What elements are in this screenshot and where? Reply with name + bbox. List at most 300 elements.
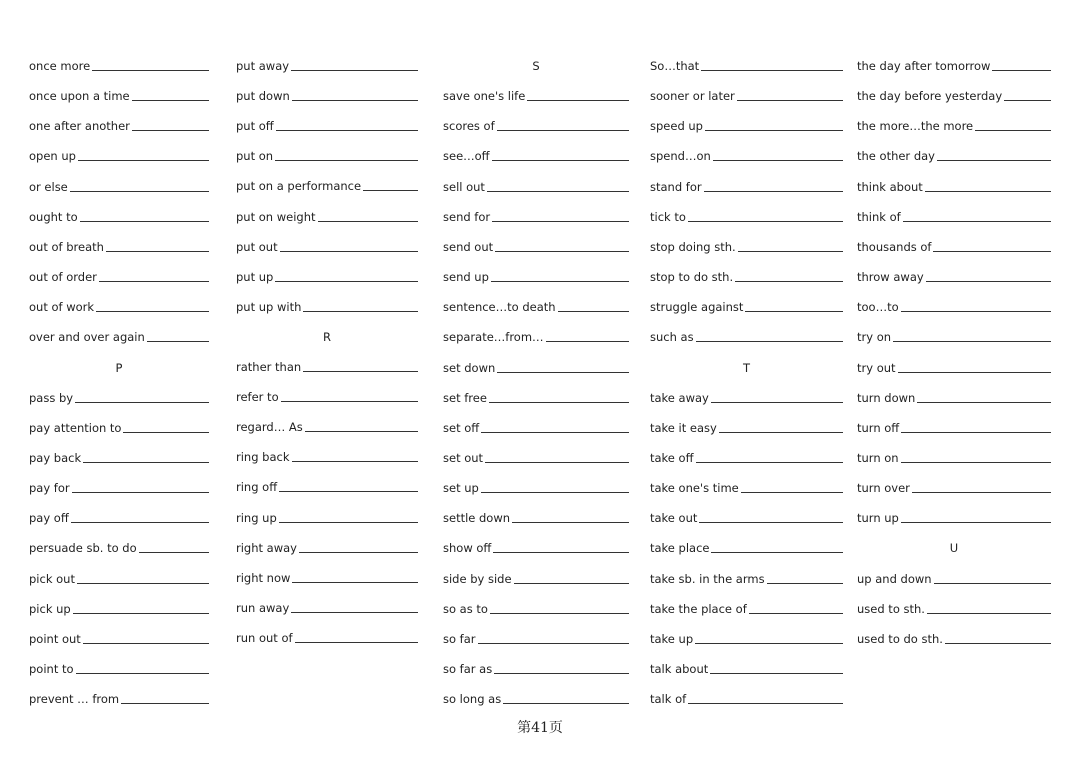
answer-blank[interactable]	[292, 90, 418, 101]
answer-blank[interactable]	[696, 452, 844, 463]
answer-blank[interactable]	[527, 90, 629, 101]
phrase-item	[857, 632, 1051, 646]
phrase-item	[443, 421, 629, 435]
phrase-item	[29, 59, 209, 73]
answer-blank[interactable]	[72, 482, 209, 493]
phrase-item	[857, 481, 1051, 495]
phrase-item	[650, 632, 843, 646]
phrase-item	[236, 480, 418, 494]
answer-blank[interactable]	[741, 482, 843, 493]
answer-blank[interactable]	[901, 512, 1051, 523]
phrase-text: settle down	[443, 511, 511, 526]
phrase-item	[857, 180, 1051, 194]
phrase-item	[857, 511, 1051, 525]
phrase-text: show off	[443, 541, 492, 556]
answer-blank[interactable]	[688, 693, 843, 704]
phrase-text: put up with	[236, 299, 302, 314]
answer-blank[interactable]	[491, 271, 629, 282]
phrase-item	[650, 240, 843, 254]
answer-blank[interactable]	[303, 361, 418, 372]
phrase-item	[650, 692, 843, 706]
phrase-text: open up	[29, 149, 76, 164]
phrase-text: the more…the more	[857, 119, 974, 134]
answer-blank[interactable]	[291, 602, 418, 613]
phrase-text: point out	[29, 631, 81, 646]
phrase-item	[857, 59, 1051, 73]
phrase-text: used to sth.	[857, 601, 925, 616]
phrase-text: struggle against	[650, 300, 744, 315]
answer-blank[interactable]	[303, 301, 418, 312]
phrase-text: pay attention to	[29, 420, 122, 435]
answer-blank[interactable]	[934, 573, 1051, 584]
answer-blank[interactable]	[96, 301, 209, 312]
phrase-text: turn over	[857, 481, 910, 496]
phrase-text: talk about	[650, 662, 709, 676]
phrase-item	[29, 330, 209, 344]
phrase-text: save one's life	[443, 89, 526, 104]
phrase-text: take out	[650, 511, 698, 526]
answer-blank[interactable]	[495, 241, 629, 252]
answer-blank[interactable]	[318, 211, 418, 222]
section-letter: P	[115, 360, 123, 375]
answer-blank[interactable]	[99, 271, 209, 282]
phrase-text: pick up	[29, 601, 71, 616]
phrase-item	[236, 210, 418, 224]
answer-blank[interactable]	[78, 150, 209, 161]
phrase-item	[650, 541, 843, 555]
phrase-text: too…to	[857, 300, 899, 315]
phrase-item	[443, 180, 629, 194]
phrase-text: put on weight	[236, 209, 316, 224]
phrase-text: over and over again	[29, 330, 145, 345]
answer-blank[interactable]	[299, 542, 418, 553]
answer-blank[interactable]	[926, 271, 1051, 282]
answer-blank[interactable]	[898, 362, 1051, 373]
phrase-text: take sb. in the arms	[650, 571, 765, 586]
phrase-item	[29, 210, 209, 224]
phrase-text: take one's time	[650, 481, 739, 496]
phrase-item	[650, 210, 843, 224]
phrase-item	[650, 511, 843, 525]
answer-blank[interactable]	[492, 150, 629, 161]
phrase-item	[236, 149, 418, 163]
phrase-item	[443, 330, 629, 344]
phrase-item	[236, 571, 418, 585]
phrase-item	[29, 662, 209, 676]
answer-blank[interactable]	[711, 392, 843, 403]
phrase-item	[857, 602, 1051, 616]
phrase-item	[443, 361, 629, 375]
answer-blank[interactable]	[493, 542, 629, 553]
answer-blank[interactable]	[305, 421, 418, 432]
answer-blank[interactable]	[893, 331, 1051, 342]
answer-blank[interactable]	[704, 181, 843, 192]
phrase-item	[29, 481, 209, 495]
phrase-item	[236, 631, 418, 645]
answer-blank[interactable]	[492, 211, 629, 222]
answer-blank[interactable]	[713, 150, 843, 161]
answer-blank[interactable]	[295, 632, 418, 643]
answer-blank[interactable]	[123, 422, 209, 433]
answer-blank[interactable]	[291, 60, 418, 71]
phrase-text: so far	[443, 631, 476, 646]
phrase-text: thousands of	[857, 239, 932, 254]
phrase-item	[650, 572, 843, 586]
answer-blank[interactable]	[83, 452, 209, 463]
phrase-text: turn off	[857, 420, 900, 435]
answer-blank[interactable]	[478, 633, 629, 644]
phrase-text: scores of	[443, 119, 495, 134]
phrase-text: put out	[236, 239, 278, 254]
answer-blank[interactable]	[80, 211, 209, 222]
phrase-item	[29, 541, 209, 555]
answer-blank[interactable]	[512, 512, 629, 523]
answer-blank[interactable]	[927, 603, 1051, 614]
phrase-item	[29, 391, 209, 405]
answer-blank[interactable]	[76, 663, 209, 674]
answer-blank[interactable]	[485, 452, 629, 463]
phrase-text: once more	[29, 59, 91, 73]
phrase-item	[29, 240, 209, 254]
answer-blank[interactable]	[925, 181, 1051, 192]
phrase-item	[29, 692, 209, 706]
phrase-text: once upon a time	[29, 89, 130, 104]
phrase-text: see…off	[443, 149, 490, 164]
phrase-text: right away	[236, 540, 297, 555]
phrase-item	[650, 180, 843, 194]
phrase-item	[857, 361, 1051, 375]
answer-blank[interactable]	[945, 633, 1051, 644]
answer-blank[interactable]	[481, 422, 629, 433]
phrase-item	[29, 119, 209, 133]
phrase-text: set up	[443, 481, 479, 496]
answer-blank[interactable]	[688, 211, 843, 222]
answer-blank[interactable]	[71, 512, 209, 523]
phrase-item	[236, 420, 418, 434]
answer-blank[interactable]	[903, 211, 1051, 222]
answer-blank[interactable]	[83, 633, 209, 644]
answer-blank[interactable]	[92, 60, 209, 71]
phrase-text: set out	[443, 450, 484, 465]
phrase-text: pick out	[29, 571, 75, 586]
phrase-item	[443, 451, 629, 465]
phrase-item	[443, 662, 629, 676]
answer-blank[interactable]	[275, 271, 418, 282]
answer-blank[interactable]	[735, 271, 843, 282]
section-letter: R	[323, 329, 331, 344]
phrase-item	[857, 421, 1051, 435]
phrase-text: separate…from…	[443, 330, 544, 345]
phrase-text: think of	[857, 209, 901, 224]
answer-blank[interactable]	[699, 512, 843, 523]
answer-blank[interactable]	[558, 301, 629, 312]
phrase-text: put up	[236, 269, 274, 284]
phrase-text: prevent … from	[29, 692, 120, 707]
phrase-item	[650, 330, 843, 344]
answer-blank[interactable]	[701, 60, 843, 71]
answer-blank[interactable]	[363, 180, 418, 191]
answer-blank[interactable]	[917, 392, 1051, 403]
phrase-text: point to	[29, 662, 74, 676]
answer-blank[interactable]	[275, 150, 418, 161]
phrase-text: take the place of	[650, 601, 747, 616]
answer-blank[interactable]	[494, 663, 629, 674]
answer-blank[interactable]	[292, 572, 418, 583]
phrase-item	[236, 240, 418, 254]
phrase-text: the day before yesterday	[857, 89, 1003, 104]
answer-blank[interactable]	[901, 452, 1051, 463]
answer-blank[interactable]	[719, 422, 843, 433]
phrase-text: so far as	[443, 662, 493, 676]
phrase-text: ring back	[236, 450, 290, 465]
phrase-item	[650, 662, 843, 676]
phrase-item	[443, 632, 629, 646]
phrase-item	[29, 511, 209, 525]
phrase-text: up and down	[857, 571, 932, 586]
phrase-text: put on	[236, 149, 274, 164]
phrase-text: run away	[236, 600, 290, 615]
phrase-item	[443, 541, 629, 555]
answer-blank[interactable]	[901, 422, 1051, 433]
phrase-item	[650, 119, 843, 133]
answer-blank[interactable]	[1004, 90, 1051, 101]
answer-blank[interactable]	[139, 542, 209, 553]
section-letter: T	[742, 360, 751, 375]
phrase-text: used to do sth.	[857, 631, 943, 646]
phrase-text: out of breath	[29, 239, 104, 254]
phrase-text: sooner or later	[650, 89, 735, 104]
phrase-item	[236, 360, 418, 374]
phrase-text: put on a performance	[236, 179, 362, 194]
phrase-text: send up	[443, 270, 489, 285]
answer-blank[interactable]	[737, 90, 843, 101]
section-letter: S	[532, 59, 540, 73]
phrase-text: pay back	[29, 450, 82, 465]
answer-blank[interactable]	[975, 120, 1051, 131]
phrase-text: the other day	[857, 149, 935, 164]
answer-blank[interactable]	[281, 391, 418, 402]
phrase-item	[236, 89, 418, 103]
phrase-item	[857, 270, 1051, 284]
phrase-text: right now	[236, 570, 291, 585]
phrase-item	[650, 391, 843, 405]
answer-blank[interactable]	[497, 120, 629, 131]
phrase-item	[236, 390, 418, 404]
phrase-item	[236, 179, 418, 193]
phrase-item	[857, 89, 1051, 103]
phrase-text: regard… As	[236, 420, 303, 435]
answer-blank[interactable]	[280, 241, 418, 252]
phrase-text: stop to do sth.	[650, 270, 734, 285]
phrase-text: speed up	[650, 119, 703, 134]
phrase-item	[236, 601, 418, 615]
phrase-item	[29, 421, 209, 435]
phrase-item	[29, 149, 209, 163]
answer-blank[interactable]	[70, 181, 209, 192]
answer-blank[interactable]	[695, 633, 843, 644]
answer-blank[interactable]	[106, 241, 209, 252]
phrase-text: persuade sb. to do	[29, 541, 137, 556]
answer-blank[interactable]	[279, 481, 418, 492]
phrase-text: side by side	[443, 571, 512, 586]
answer-blank[interactable]	[937, 150, 1051, 161]
answer-blank[interactable]	[503, 693, 629, 704]
phrase-item	[443, 511, 629, 525]
phrase-item	[236, 541, 418, 555]
answer-blank[interactable]	[912, 482, 1051, 493]
phrase-text: So…that	[650, 59, 700, 73]
phrase-text: out of order	[29, 270, 97, 285]
phrase-item	[857, 391, 1051, 405]
phrase-text: turn up	[857, 511, 899, 526]
phrase-text: put down	[236, 89, 290, 104]
phrase-text: stand for	[650, 179, 702, 194]
phrase-text: pay for	[29, 481, 70, 496]
answer-blank[interactable]	[901, 301, 1051, 312]
answer-blank[interactable]	[696, 331, 843, 342]
phrase-text: set down	[443, 360, 496, 375]
phrase-text: try on	[857, 330, 892, 345]
answer-blank[interactable]	[73, 603, 209, 614]
phrase-item	[857, 240, 1051, 254]
phrase-item	[443, 572, 629, 586]
phrase-text: or else	[29, 179, 68, 194]
answer-blank[interactable]	[489, 392, 629, 403]
phrase-item	[236, 119, 418, 133]
phrase-text: send out	[443, 239, 494, 254]
phrase-item	[443, 149, 629, 163]
phrase-item	[29, 180, 209, 194]
phrase-item	[443, 391, 629, 405]
answer-blank[interactable]	[767, 573, 843, 584]
phrase-item	[29, 572, 209, 586]
phrase-text: turn on	[857, 450, 899, 465]
answer-blank[interactable]	[514, 573, 629, 584]
phrase-item	[236, 270, 418, 284]
phrase-text: rather than	[236, 360, 302, 374]
phrase-text: spend…on	[650, 149, 711, 164]
phrase-item	[29, 89, 209, 103]
phrase-text: the day after tomorrow	[857, 59, 991, 73]
section-letter: U	[949, 541, 959, 556]
answer-blank[interactable]	[710, 663, 843, 674]
phrase-text: so as to	[443, 601, 488, 616]
answer-blank[interactable]	[121, 693, 209, 704]
phrase-item	[650, 300, 843, 314]
phrase-text: pay off	[29, 511, 69, 526]
phrase-text: set free	[443, 390, 487, 405]
phrase-text: talk of	[650, 692, 687, 707]
phrase-text: set off	[443, 420, 480, 435]
phrase-item	[443, 119, 629, 133]
phrase-text: think about	[857, 179, 923, 194]
answer-blank[interactable]	[933, 241, 1051, 252]
phrase-item	[443, 240, 629, 254]
answer-blank[interactable]	[992, 60, 1051, 71]
phrase-text: one after another	[29, 119, 130, 134]
phrase-text: take off	[650, 450, 694, 465]
phrase-text: take up	[650, 631, 694, 646]
answer-blank[interactable]	[490, 603, 629, 614]
phrase-text: out of work	[29, 300, 95, 315]
answer-blank[interactable]	[292, 451, 419, 462]
phrase-item	[650, 149, 843, 163]
phrase-text: take it easy	[650, 420, 717, 435]
answer-blank[interactable]	[75, 392, 209, 403]
phrase-text: take place	[650, 541, 710, 556]
phrase-text: throw away	[857, 270, 924, 285]
phrase-item	[857, 119, 1051, 133]
phrase-item	[443, 89, 629, 103]
answer-blank[interactable]	[745, 301, 843, 312]
answer-blank[interactable]	[132, 90, 209, 101]
phrase-item	[29, 300, 209, 314]
phrase-item	[443, 300, 629, 314]
answer-blank[interactable]	[749, 603, 843, 614]
phrase-item	[236, 511, 418, 525]
phrase-text: run out of	[236, 630, 293, 645]
phrase-text: send for	[443, 209, 491, 224]
phrase-item	[443, 210, 629, 224]
phrase-item	[857, 330, 1051, 344]
phrase-text: pass by	[29, 390, 74, 405]
answer-blank[interactable]	[738, 241, 843, 252]
phrase-item	[650, 451, 843, 465]
phrase-item	[443, 602, 629, 616]
phrase-item	[650, 59, 843, 73]
phrase-text: turn down	[857, 390, 916, 405]
phrase-item	[650, 602, 843, 616]
phrase-item	[857, 149, 1051, 163]
phrase-item	[857, 210, 1051, 224]
phrase-item	[29, 632, 209, 646]
phrase-item	[29, 602, 209, 616]
phrase-item	[236, 59, 418, 73]
answer-blank[interactable]	[487, 181, 629, 192]
phrase-text: sentence…to death	[443, 300, 556, 315]
phrase-item	[650, 89, 843, 103]
answer-blank[interactable]	[705, 120, 843, 131]
phrase-text: refer to	[236, 390, 279, 405]
phrase-text: take away	[650, 390, 709, 405]
phrase-item	[236, 450, 418, 464]
phrase-item	[650, 270, 843, 284]
answer-blank[interactable]	[147, 331, 209, 342]
phrase-text: put off	[236, 119, 274, 134]
phrase-text: ought to	[29, 209, 78, 224]
phrase-item	[443, 270, 629, 284]
answer-blank[interactable]	[132, 120, 209, 131]
phrase-text: such as	[650, 330, 694, 345]
answer-blank[interactable]	[279, 512, 418, 523]
answer-blank[interactable]	[276, 120, 418, 131]
phrase-item	[29, 270, 209, 284]
answer-blank[interactable]	[546, 331, 629, 342]
phrase-item	[650, 481, 843, 495]
phrase-item	[857, 572, 1051, 586]
phrase-text: stop doing sth.	[650, 239, 736, 254]
answer-blank[interactable]	[711, 542, 843, 553]
phrase-text: so long as	[443, 692, 502, 707]
phrase-item	[443, 692, 629, 706]
phrase-text: try out	[857, 360, 896, 375]
answer-blank[interactable]	[481, 482, 629, 493]
phrase-item	[650, 421, 843, 435]
answer-blank[interactable]	[497, 362, 629, 373]
answer-blank[interactable]	[77, 573, 209, 584]
phrase-item	[857, 300, 1051, 314]
phrase-text: put away	[236, 59, 290, 73]
